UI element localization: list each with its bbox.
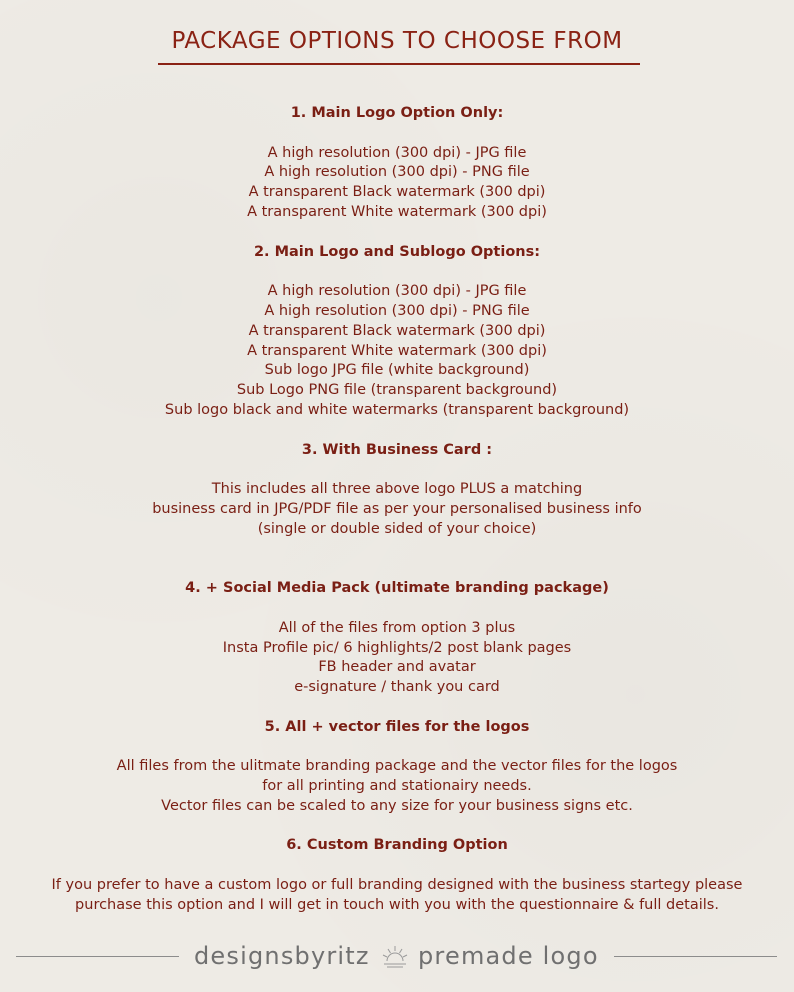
title-underline [158,63,640,65]
section-line: A transparent Black watermark (300 dpi) [248,322,546,339]
option-section-5 [0,718,794,837]
section-line: A high resolution (300 dpi) - PNG file [264,302,530,319]
section-line: If you prefer to have a custom logo or full branding designed with the business startegy please [51,877,743,894]
section-line: (single or double sided of your choice) [257,520,537,537]
sun-icon [381,943,409,969]
section-heading: 2. Main Logo and Sublogo Options: [253,243,541,260]
option-section-1 [0,104,794,243]
section-line: for all printing and stationairy needs. [262,778,532,795]
section-line: purchase this option and I will get in touch with you with the questionnaire & full details. [75,896,719,913]
section-line: Vector files can be scaled to any size for your business signs etc. [161,797,633,814]
section-line: A transparent White watermark (300 dpi) [247,342,547,359]
page-title: PACKAGE OPTIONS TO CHOOSE FROM [171,28,623,54]
options-list [0,104,794,916]
section-line: business card in JPG/PDF file as per your personalised business info [152,500,642,517]
section-line: All files from the ulitmate branding package and the vector files for the logos [116,758,678,775]
section-line: Insta Profile pic/ 6 highlights/2 post blank pages [222,639,572,656]
section-line: A transparent Black watermark (300 dpi) [248,184,546,201]
brand-name: designsbyritz [194,942,370,970]
section-heading: 5. All + vector files for the logos [264,718,530,735]
footer-rule-left [16,956,179,957]
option-section-6 [0,836,794,915]
section-line: A high resolution (300 dpi) - PNG file [264,164,530,181]
section-heading: 1. Main Logo Option Only: [290,105,504,121]
section-line: A high resolution (300 dpi) - JPG file [267,144,527,161]
section-line: This includes all three above logo PLUS a matching [211,481,583,498]
section-line: A transparent White watermark (300 dpi) [247,203,547,220]
section-line: Sub Logo PNG file (transparent background) [236,382,558,399]
section-line: Sub logo JPG file (white background) [264,362,530,379]
section-line: FB header and avatar [318,659,476,676]
brand-footer [0,938,794,974]
option-section-3 [0,441,794,580]
option-section-4 [0,579,794,718]
section-line: Sub logo black and white watermarks (transparent background) [164,401,630,418]
option-section-2 [0,243,794,441]
section-heading: 4. + Social Media Pack (ultimate branding package) [185,580,609,597]
section-line: e-signature / thank you card [294,679,500,696]
section-line: All of the files from option 3 plus [278,619,516,636]
footer-rule-right [614,956,777,957]
brand-subtitle: premade logo [418,942,599,970]
section-line: A high resolution (300 dpi) - JPG file [267,283,527,300]
section-heading: 6. Custom Branding Option [286,837,508,854]
section-heading: 3. With Business Card : [301,441,493,458]
